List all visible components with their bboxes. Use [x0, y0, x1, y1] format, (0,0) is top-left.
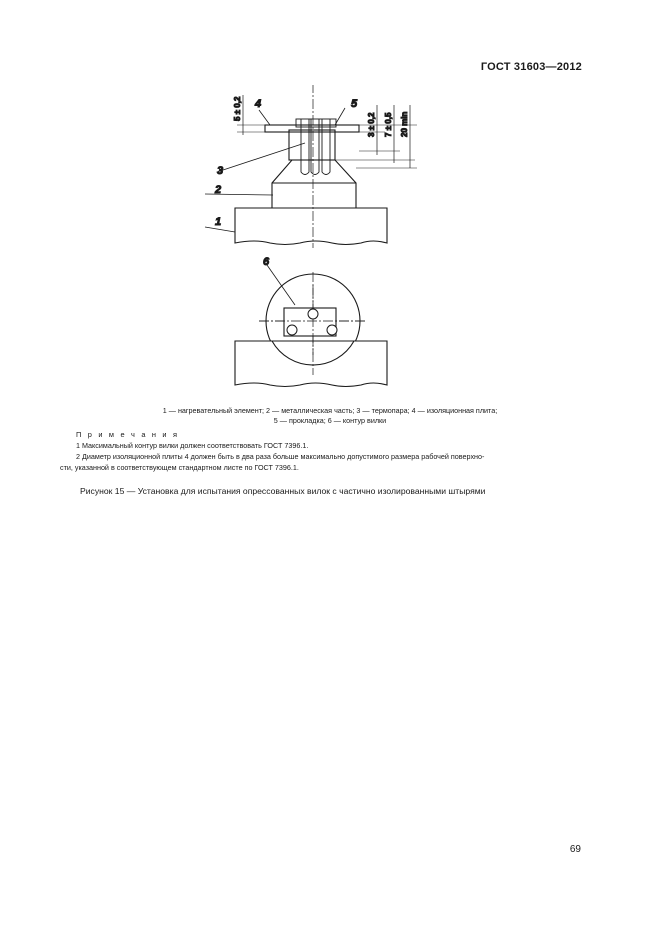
dim-5: 5 ± 0,2: [233, 96, 242, 121]
label-2: 2: [215, 184, 222, 196]
heating-element: [235, 208, 387, 245]
pin-hole: [327, 325, 337, 335]
notes-title: П р и м е ч а н и я: [76, 430, 180, 439]
metal-part: [272, 160, 356, 208]
label-3: 3: [217, 165, 224, 177]
technical-drawing: [195, 85, 425, 400]
note-2-line-1: 2 Диаметр изоляционной плиты 4 должен быть в два раза больше максимально допустимого размера рабочей поверхно-: [76, 452, 485, 461]
page-number: 69: [569, 844, 581, 855]
dim-3: 3 ± 0,2: [367, 112, 376, 137]
spacer: [289, 130, 335, 160]
label-4: 4: [255, 98, 262, 110]
dim-20: 20 min: [400, 111, 409, 137]
dim-7: 7 ± 0,5: [384, 112, 393, 137]
heating-element-lower: [235, 341, 387, 387]
label-1: 1: [215, 216, 222, 228]
label-6: 6: [263, 256, 270, 268]
legend-line-2: 5 — прокладка; 6 — контур вилки: [273, 416, 387, 425]
standard-number: ГОСТ 31603—2012: [480, 61, 582, 73]
pin-hole: [308, 309, 318, 319]
note-2-line-2: сти, указанной в соответствующем стандартном листе по ГОСТ 7396.1.: [60, 463, 299, 472]
figure-title: Рисунок 15 — Установка для испытания опрессованных вилок с частично изолированными штырями: [80, 486, 486, 496]
pin-hole: [287, 325, 297, 335]
note-1: 1 Максимальный контур вилки должен соответствовать ГОСТ 7396.1.: [76, 441, 309, 450]
label-5: 5: [351, 98, 358, 110]
insulating-plate: [265, 125, 359, 132]
legend-line-1: 1 — нагревательный элемент; 2 — металлическая часть; 3 — термопара; 4 — изоляционная плита;: [162, 406, 498, 415]
